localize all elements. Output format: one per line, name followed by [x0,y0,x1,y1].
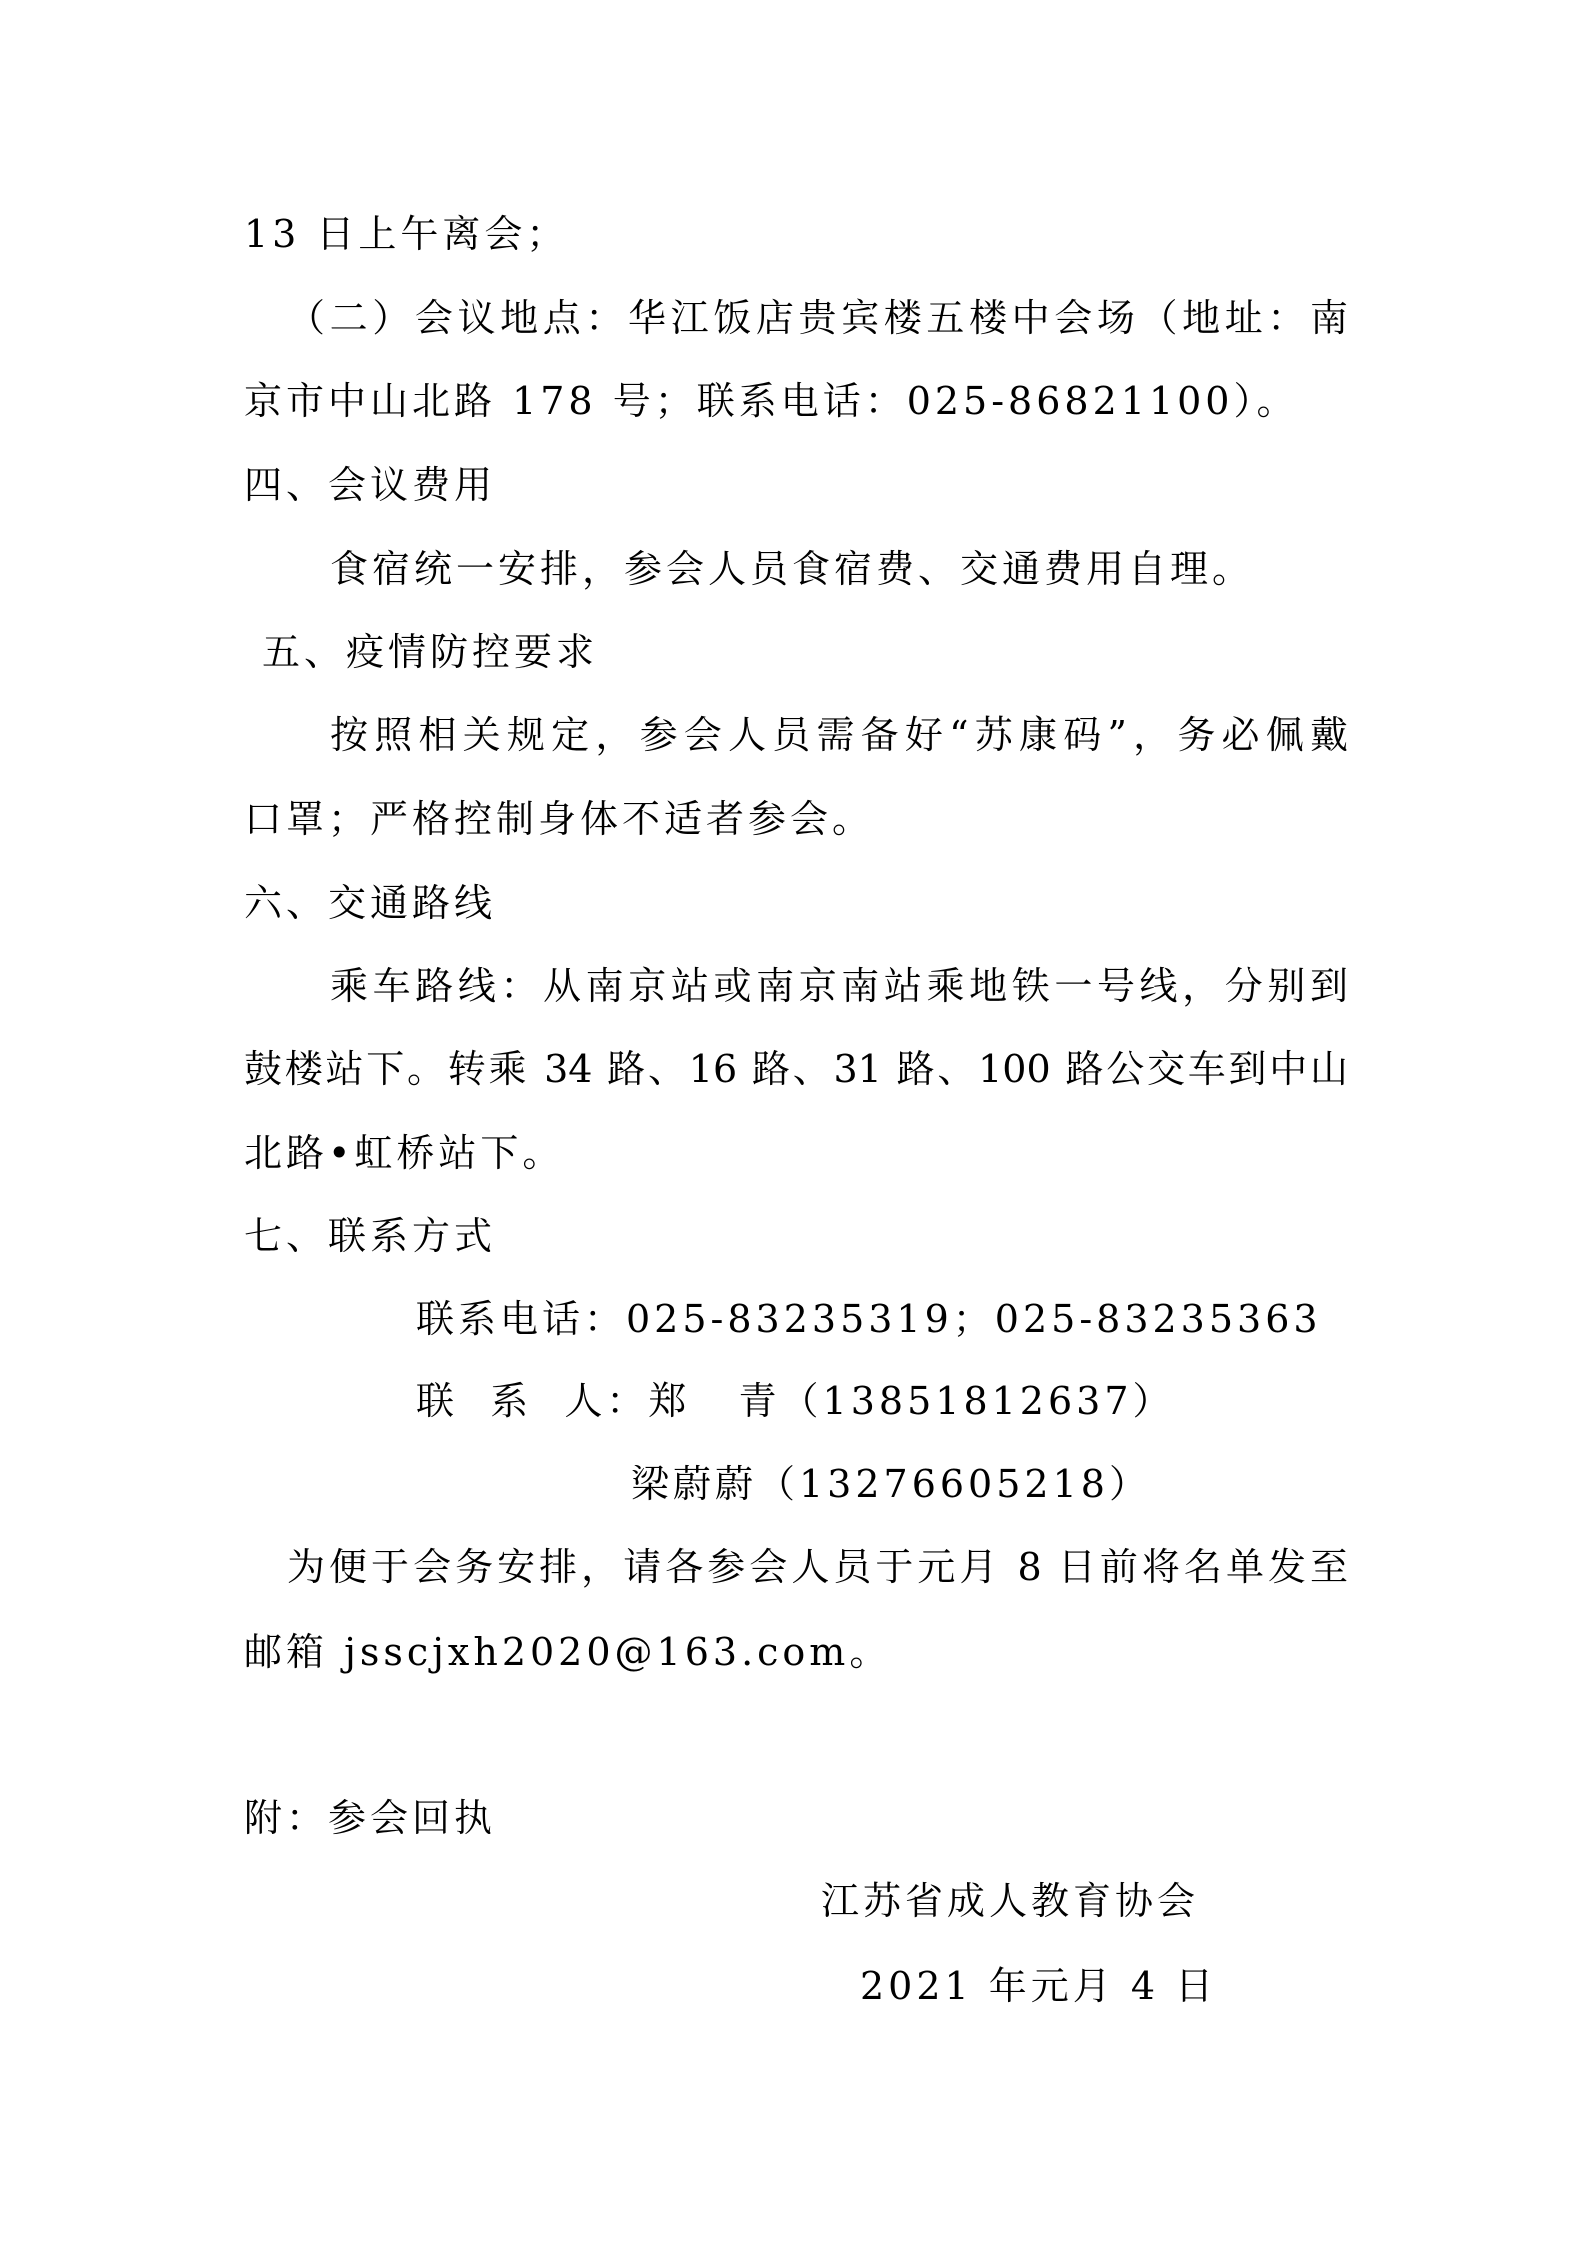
section-6-heading: 六、交通路线 [244,881,497,925]
section-7-heading: 七、联系方式 [244,1214,497,1258]
registration-note-line-1: 为便于会务安排，请各参会人员于元月 8 日前将名单发至 [287,1545,1348,1589]
section-6-body-line-1: 乘车路线：从南京站或南京南站乘地铁一号线，分别到 [330,964,1348,1008]
venue-line-1: （二）会议地点：华江饭店贵宾楼五楼中会场（地址：南 [287,296,1348,340]
venue-line-2: 京市中山北路 178 号；联系电话：025-86821100）。 [244,379,1299,423]
contact-person-1: 联 系 人：郑 青（13851812637） [416,1379,1175,1423]
schedule-continuation: 13 日上午离会； [244,212,569,256]
section-4-body: 食宿统一安排，参会人员食宿费、交通费用自理。 [330,547,1255,591]
section-5-body-line-2: 口罩；严格控制身体不适者参会。 [244,797,875,841]
contact-person-2: 梁蔚蔚（13276605218） [631,1462,1151,1506]
contact-phone: 联系电话：025-83235319；025-83235363 [416,1297,1322,1341]
section-6-body-line-2: 鼓楼站下。转乘 34 路、16 路、31 路、100 路公交车到中山 [244,1047,1348,1091]
section-5-body-line-1: 按照相关规定，参会人员需备好“苏康码”，务必佩戴 [330,713,1348,757]
registration-note-line-2: 邮箱 jsscjxh2020@163.com。 [244,1630,892,1674]
section-6-body-line-3: 北路•虹桥站下。 [244,1131,565,1175]
signature-date: 2021 年元月 4 日 [860,1964,1218,2008]
attachment-label: 附：参会回执 [244,1796,497,1840]
signature-organization: 江苏省成人教育协会 [821,1879,1200,1923]
section-5-heading: 五、疫情防控要求 [262,630,599,674]
section-4-heading: 四、会议费用 [244,463,497,507]
